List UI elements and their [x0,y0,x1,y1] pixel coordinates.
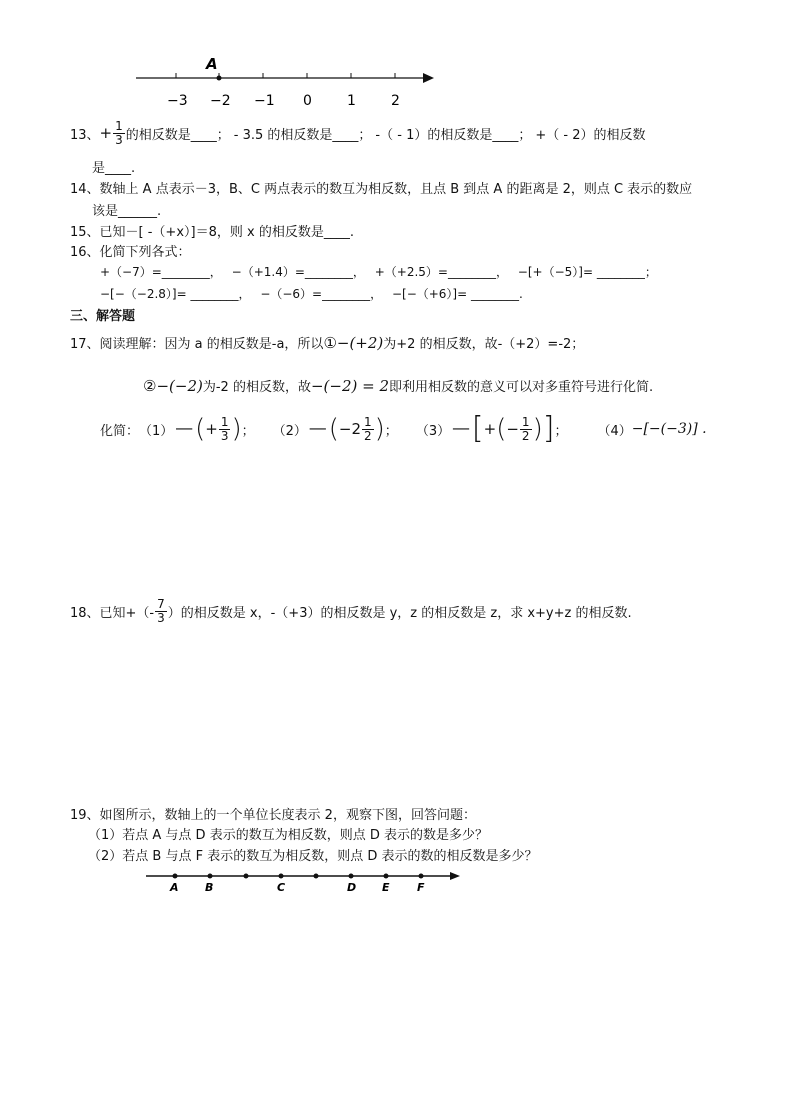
number-line-2 [140,866,470,896]
question-18 [70,598,632,624]
q16-item: −[+（−5）]= ________； [517,265,657,279]
q19-line1: 19、如图所示，数轴上的一个单位长度表示 2，观察下图，回答问题： [70,808,476,823]
q15-text: 15、已知－[ -（+x）]＝8，则 x 的相反数是____. [70,225,354,240]
item3-rparen: ) [532,414,543,444]
item3-lparen: ( [496,414,507,444]
tick-label: 2 [391,93,400,109]
item1-sign: + [205,420,218,438]
q16-row2 [100,285,523,302]
item2-frac-num: 1 [364,414,372,429]
q18-fraction [155,598,167,624]
question-13 [70,120,645,146]
item3-neg: − [506,420,519,438]
item1-minus: − [173,414,196,444]
q17-line1 [70,333,584,352]
item3-sep: ； [554,423,568,439]
q16-item: +（−7）=________， [100,265,222,279]
q13-part2: - 3.5 的相反数是____； [233,127,372,143]
point-label-b: B [205,881,214,894]
point-dot [314,874,319,879]
q13-frac-num: 1 [115,119,123,133]
q16-title: 16、化简下列各式： [70,245,191,260]
tick-label: −2 [210,93,231,109]
q14-line1: 14、数轴上 A 点表示－3，B、C 两点表示的数互为相反数，且点 B 到点 A 的距离是 2，则点 C 表示的数应 [70,182,693,197]
q17-line1-a: 17、阅读理解：因为 a 的相反数是-a，所以 [70,337,324,352]
tick-label: −1 [254,93,275,109]
item2-label: （2） [272,423,307,439]
q18-part2: ）的相反数是 x，-（+3）的相反数是 y，z 的相反数是 z，求 x+y+z 的相反数. [167,605,632,621]
point-dot [384,874,389,879]
q16-item: −[−（+6）]= ________. [391,287,523,301]
point-dot [244,874,249,879]
point-dot [279,874,284,879]
item1-frac-num: 1 [220,414,229,429]
circle-one: ① [323,333,337,352]
point-a-label: A [206,55,218,73]
q14-line2: 该是______. [92,204,162,219]
item1-sep: ； [241,423,255,439]
point-label-e: E [382,881,390,894]
number-line-1 [130,52,440,112]
q13-fraction [113,120,125,146]
circle-two: ② [143,376,157,395]
q13-line2: 是____. [92,161,136,176]
q17-line2-expr2: −(−2) = 2 [310,376,389,395]
point-dot [349,874,354,879]
item3-label: （3） [415,423,451,439]
item2-lparen: ( [328,414,339,444]
point-label-d: D [347,881,357,894]
q13-part1: 的相反数是____； [125,127,230,143]
item2-sep: ； [384,423,398,439]
item2-minus: − [306,414,329,444]
item2-fraction [362,416,374,442]
q19-line3: （2）若点 B 与点 F 表示的数互为相反数，则点 D 表示的数的相反数是多少？ [88,849,538,864]
item3-lbracket: [ [471,411,484,446]
item1-frac-den: 3 [220,428,229,443]
item2-whole: −2 [338,420,361,438]
item3-frac-den: 2 [521,428,530,443]
q16-item: +（+2.5）=________， [374,265,508,279]
item3-rbracket: ] [542,411,555,446]
item2-rparen: ) [374,414,385,444]
q18-part1: 18、已知+（- [70,605,155,621]
item1-lparen: ( [195,414,206,444]
tick-label: 0 [303,93,312,109]
q16-row1 [100,263,657,280]
item2-frac-den: 2 [364,428,372,443]
item3-frac-num: 1 [521,414,530,429]
point-label-f: F [417,881,425,894]
q17-line1-expr: −(+2) [336,333,384,352]
tick-label: 1 [347,93,356,109]
item3-fraction [520,416,532,442]
q17-line1-b: 为+2 的相反数，故-（+2）=-2； [383,337,585,352]
item3-minus: − [450,414,472,444]
q19-line2: （1）若点 A 与点 D 表示的数互为相反数，则点 D 表示的数是多少？ [88,828,488,843]
axis-arrow [423,73,434,83]
item1-label: （1） [139,423,174,439]
item1-fraction [219,416,231,442]
point-a-dot [217,76,222,81]
q13-part3: -（ - 1）的相反数是____； [375,127,532,143]
item4-expr: −[−(−3)] . [631,421,707,437]
q16-item: −（+1.4）=________， [231,265,365,279]
point-label-c: C [277,881,286,894]
q17-line2 [143,376,653,395]
tick-label: −3 [167,93,188,109]
item3-plus: + [483,420,497,438]
point-dot [173,874,178,879]
point-dot [419,874,424,879]
section-title: 三、解答题 [70,309,136,324]
point-dot [208,874,213,879]
q13-number: 13、 [70,127,100,143]
q17-line2-a: 为-2 的相反数，故 [202,380,311,395]
q18-frac-num: 7 [157,597,165,611]
item1-rparen: ) [231,414,242,444]
q13-part4: +（ - 2）的相反数 [535,127,646,143]
q16-item: −[−（−2.8）]= ________， [100,287,251,301]
q18-frac-den: 3 [157,610,165,625]
axis-arrow [450,872,460,880]
q13-plus: + [99,124,113,143]
point-label-a: A [170,881,179,894]
q17-simplify-row [100,411,707,446]
q17-line2-b: 即利用相反数的意义可以对多重符号进行化简. [389,380,654,395]
simplify-label: 化简： [100,423,140,439]
q16-item: −（−6）=________， [260,287,383,301]
item4-label: （4） [597,423,632,439]
q13-frac-den: 3 [115,132,123,147]
q17-line2-expr: −(−2) [156,376,203,395]
